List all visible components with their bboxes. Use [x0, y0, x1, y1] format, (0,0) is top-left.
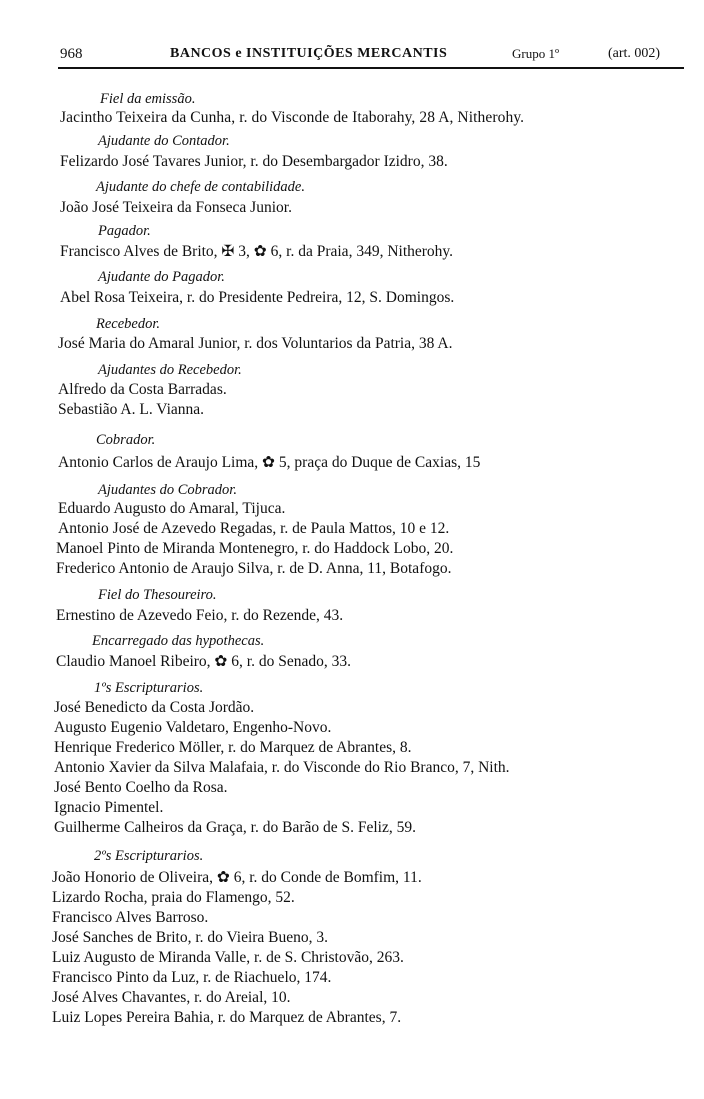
section-title: Ajudantes do Cobrador. [98, 482, 237, 498]
section-title: Ajudante do Pagador. [98, 269, 225, 285]
section-title: Cobrador. [96, 432, 156, 448]
entry-line: Ignacio Pimentel. [54, 799, 164, 816]
entry-line: Abel Rosa Teixeira, r. do Presidente Pedreira, 12, S. Domingos. [60, 289, 455, 306]
section-title: Recebedor. [96, 316, 161, 332]
section-title: Ajudantes do Recebedor. [98, 362, 242, 378]
section-title: Fiel da emissão. [100, 91, 196, 107]
entry-line: Claudio Manoel Ribeiro, ✿ 6, r. do Senado, 33. [56, 653, 351, 670]
entry-line: Ernestino de Azevedo Feio, r. do Rezende, 43. [56, 607, 344, 624]
entry-line: Francisco Alves Barroso. [52, 909, 209, 926]
entry-line: Antonio Carlos de Araujo Lima, ✿ 5, praça do Duque de Caxias, 15 [58, 454, 481, 471]
entry-line: Francisco Alves de Brito, ✠ 3, ✿ 6, r. da Praia, 349, Nitherohy. [60, 243, 454, 260]
running-title: BANCOS e INSTITUIÇÕES MERCANTIS [170, 46, 448, 61]
entry-line: Alfredo da Costa Barradas. [58, 381, 227, 398]
entry-line: José Bento Coelho da Rosa. [54, 779, 228, 796]
section-title: 1ºs Escripturarios. [94, 680, 204, 696]
section-title: 2ºs Escripturarios. [94, 848, 204, 864]
entry-line: Lizardo Rocha, praia do Flamengo, 52. [52, 889, 295, 906]
section-title: Pagador. [98, 223, 151, 239]
entry-line: Eduardo Augusto do Amaral, Tijuca. [58, 500, 286, 517]
entry-line: Frederico Antonio de Araujo Silva, r. de D. Anna, 11, Botafogo. [56, 560, 452, 577]
entry-line: Francisco Pinto da Luz, r. de Riachuelo, 174. [52, 969, 332, 986]
entry-line: José Alves Chavantes, r. do Areial, 10. [52, 989, 291, 1006]
header-rule [58, 67, 684, 69]
section-title: Fiel do Thesoureiro. [98, 587, 217, 603]
entry-line: Felizardo José Tavares Junior, r. do Desembargador Izidro, 38. [60, 153, 448, 170]
entry-line: Henrique Frederico Möller, r. do Marquez de Abrantes, 8. [54, 739, 412, 756]
entry-line: João Honorio de Oliveira, ✿ 6, r. do Conde de Bomfim, 11. [52, 869, 422, 886]
entry-line: Luiz Lopes Pereira Bahia, r. do Marquez de Abrantes, 7. [52, 1009, 402, 1026]
entry-line: João José Teixeira da Fonseca Junior. [60, 199, 292, 216]
article-ref: (art. 002) [608, 46, 661, 61]
section-title: Ajudante do Contador. [98, 133, 230, 149]
section-title: Ajudante do chefe de contabilidade. [96, 179, 305, 195]
entry-line: Antonio Xavier da Silva Malafaia, r. do Visconde do Rio Branco, 7, Nith. [54, 759, 510, 776]
entry-line: José Benedicto da Costa Jordão. [54, 699, 255, 716]
entry-line: Manoel Pinto de Miranda Montenegro, r. do Haddock Lobo, 20. [56, 540, 454, 557]
entry-line: Guilherme Calheiros da Graça, r. do Barão de S. Feliz, 59. [54, 819, 416, 836]
entry-line: Sebastião A. L. Vianna. [58, 401, 205, 418]
page-header [60, 42, 682, 66]
entry-line: Luiz Augusto de Miranda Valle, r. de S. Christovão, 263. [52, 949, 404, 966]
entry-line: Jacintho Teixeira da Cunha, r. do Visconde de Itaborahy, 28 A, Nitherohy. [60, 109, 525, 126]
page-number: 968 [60, 46, 83, 62]
entry-line: Antonio José de Azevedo Regadas, r. de Paula Mattos, 10 e 12. [58, 520, 450, 537]
entry-line: José Sanches de Brito, r. do Vieira Bueno, 3. [52, 929, 329, 946]
entry-line: José Maria do Amaral Junior, r. dos Voluntarios da Patria, 38 A. [58, 335, 453, 352]
entry-line: Augusto Eugenio Valdetaro, Engenho-Novo. [54, 719, 332, 736]
group-label: Grupo 1º [512, 46, 559, 61]
section-title: Encarregado das hypothecas. [92, 633, 265, 649]
